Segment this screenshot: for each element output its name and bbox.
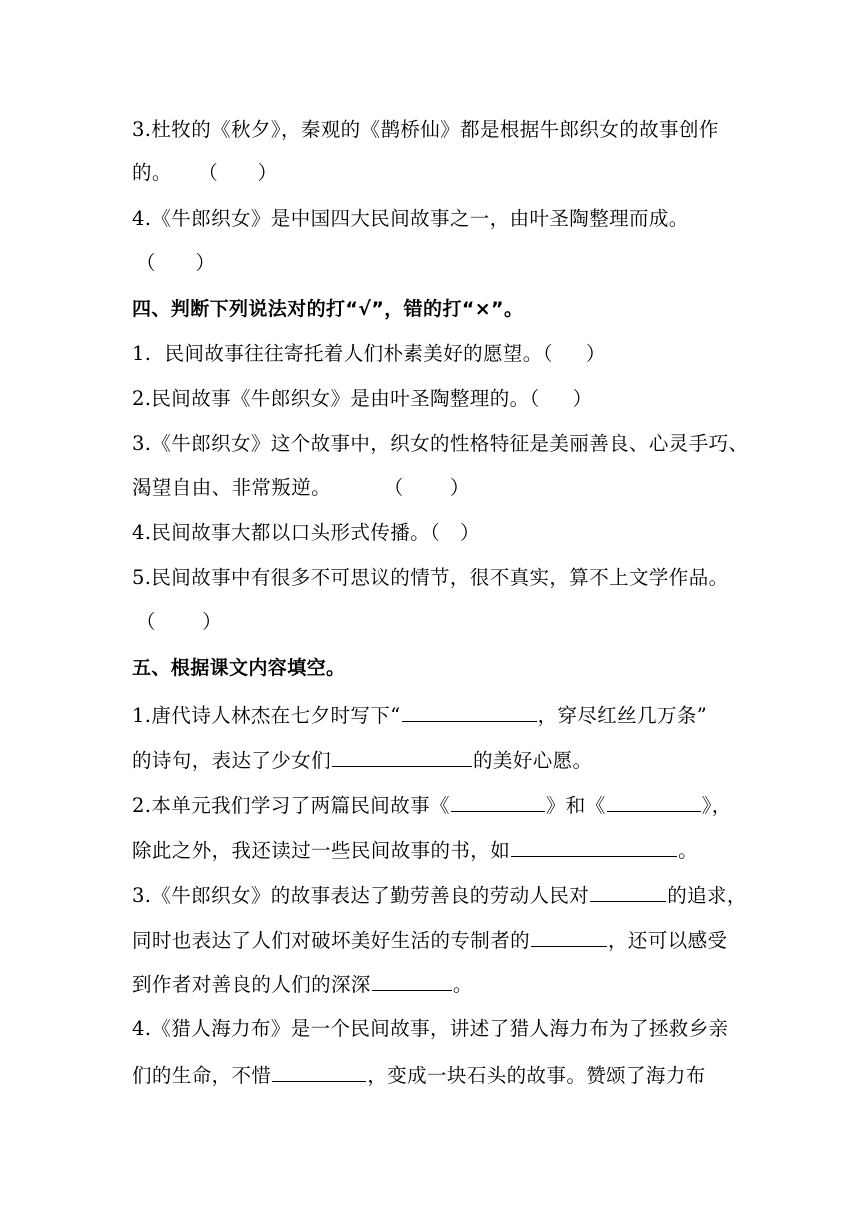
s5-q1-text-d: 的美好心愿。 (473, 749, 593, 772)
s5-q1-line2 (132, 746, 592, 774)
s3-q4-line2: （ ） (136, 251, 216, 274)
s5-q3-text-a: 3.《牛郎织女》的故事表达了勤劳善良的劳动人民对 (132, 884, 590, 907)
s5-q4-blank1[interactable] (272, 1061, 366, 1082)
s5-q2-text-d: 除此之外，我还读过一些民间故事的书，如 (132, 839, 511, 862)
s5-q2-blank3[interactable] (511, 836, 677, 857)
s5-q3-text-f: 。 (452, 973, 473, 996)
s4-q5-line1: 5.民间故事中有很多不可思议的情节，很不真实，算不上文学作品。 (132, 566, 729, 589)
s5-q1-line1 (132, 701, 707, 729)
s5-q3-line3 (132, 970, 473, 998)
s5-q4-text-a: 们的生命，不惜 (132, 1064, 272, 1087)
s4-q4: 4.民间故事大都以口头形式传播。（ ） (132, 521, 480, 544)
s5-q1-blank2[interactable] (332, 746, 472, 767)
s4-q2: 2.民间故事《牛郎织女》是由叶圣陶整理的。（ ） (132, 387, 593, 410)
s3-q4-line1: 4.《牛郎织女》是中国四大民间故事之一，由叶圣陶整理而成。 (132, 207, 689, 230)
s4-q3-line2: 渴望自由、非常叛逆。 （ ） (132, 476, 470, 499)
s5-q2-text-c: 》， (701, 794, 732, 817)
s5-q1-text-c: 的诗句，表达了少女们 (132, 749, 332, 772)
s5-q2-blank2[interactable] (607, 791, 701, 812)
s5-q3-text-d: ，还可以感受 (608, 929, 728, 952)
s5-q1-blank1[interactable] (402, 701, 537, 722)
s5-q4-line1: 4.《猎人海力布》是一个民间故事，讲述了猎人海力布为了拯救乡亲 (132, 1017, 729, 1040)
s5-q2-text-e: 。 (678, 839, 699, 862)
s5-q3-text-c: 同时也表达了人们对破坏美好生活的专制者的 (132, 929, 531, 952)
section4-heading: 四、判断下列说法对的打“√”，错的打“×”。 (132, 298, 524, 320)
s5-q4-text-b: ，变成一块石头的故事。赞颂了海力布 (367, 1064, 706, 1087)
s5-q3-line2 (132, 926, 727, 954)
s5-q3-blank2[interactable] (531, 926, 607, 947)
s5-q2-text-b: 》和《 (545, 794, 606, 817)
s3-q3-line1: 3.杜牧的《秋夕》，秦观的《鹊桥仙》都是根据牛郎织女的故事创作 (132, 118, 719, 141)
s5-q2-line1 (132, 791, 732, 819)
s5-q3-blank1[interactable] (590, 881, 666, 902)
s5-q1-text-b: ，穿尽红丝几万条” (537, 704, 708, 727)
s4-q3-line1: 3.《牛郎织女》这个故事中，织女的性格特征是美丽善良、心灵手巧、 (132, 432, 749, 455)
s5-q2-line2 (132, 836, 698, 864)
s5-q3-text-b: 的追求， (667, 884, 747, 907)
s4-q1: 1. 民间故事往往寄托着人们朴素美好的愿望。（ ） (132, 342, 606, 365)
s5-q3-blank3[interactable] (372, 970, 452, 991)
s5-q4-line2 (132, 1061, 706, 1089)
s5-q3-line1 (132, 881, 747, 909)
s4-q5-line2: （ ） (136, 610, 222, 633)
section5-heading: 五、根据课文内容填空。 (132, 657, 346, 679)
s5-q2-blank1[interactable] (451, 791, 545, 812)
s5-q3-text-e: 到作者对善良的人们的深深 (132, 973, 371, 996)
s5-q1-text-a: 1.唐代诗人林杰在七夕时写下“ (132, 704, 401, 727)
s5-q2-text-a: 2.本单元我们学习了两篇民间故事《 (132, 794, 450, 817)
s3-q3-line2: 的。 （ ） (132, 161, 278, 184)
